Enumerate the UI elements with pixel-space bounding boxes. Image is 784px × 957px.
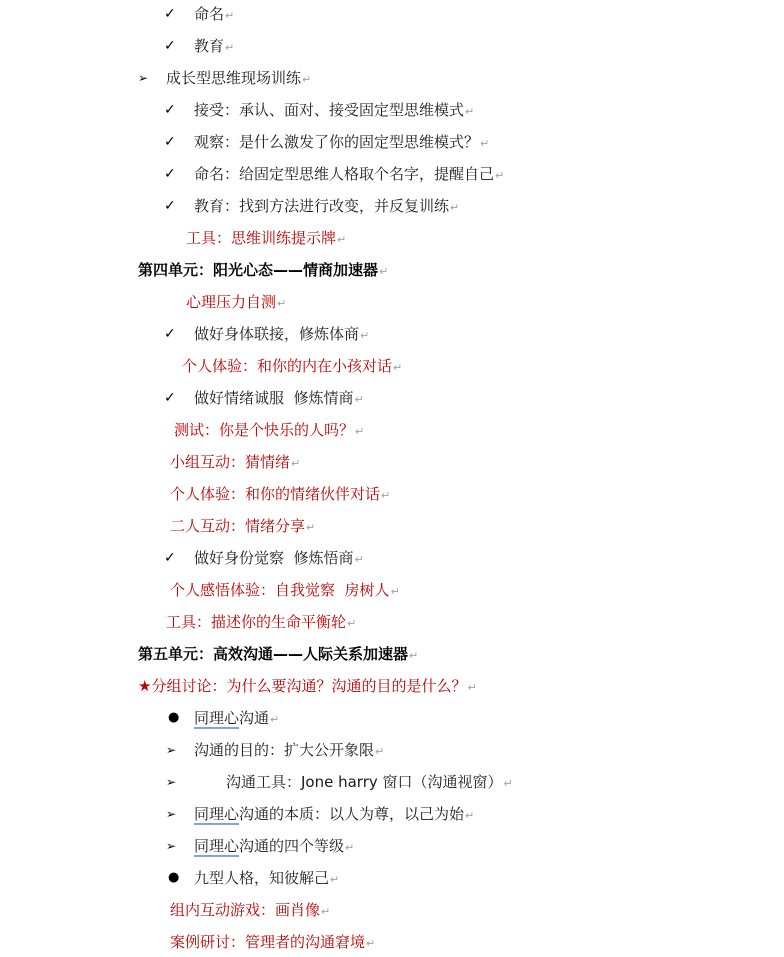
paragraph-mark-icon: ↵ bbox=[225, 9, 235, 22]
paragraph-mark-icon: ↵ bbox=[390, 585, 400, 598]
underlined-term: 同理心 bbox=[194, 837, 240, 855]
section-heading bbox=[138, 257, 388, 283]
list-item bbox=[164, 97, 474, 123]
paragraph-mark-icon: ↵ bbox=[321, 905, 331, 918]
activity-text: 个人体验：和你的情绪伙伴对话 bbox=[170, 485, 381, 503]
item-text: 命名：给固定型思维人格取个名字，提醒自己 bbox=[194, 165, 495, 183]
list-item bbox=[138, 65, 311, 91]
item-text: 教育 bbox=[194, 37, 225, 55]
paragraph-mark-icon: ↵ bbox=[409, 649, 419, 662]
item-text: 观察：是什么激发了你的固定型思维模式？ bbox=[194, 133, 480, 151]
item-text: 做好身体联接，修炼体商 bbox=[194, 325, 360, 343]
paragraph-mark-icon: ↵ bbox=[347, 617, 357, 630]
activity-text: 工具：描述你的生命平衡轮 bbox=[166, 613, 347, 631]
paragraph-mark-icon: ↵ bbox=[495, 169, 505, 182]
paragraph-mark-icon: ↵ bbox=[379, 265, 389, 278]
paragraph-mark-icon: ↵ bbox=[465, 105, 475, 118]
item-text: 命名 bbox=[194, 5, 225, 23]
item-text: 沟通的目的：扩大公开象限 bbox=[194, 741, 375, 759]
item-text-rest: 沟通 bbox=[239, 709, 270, 727]
list-item bbox=[166, 833, 354, 859]
activity-line bbox=[182, 353, 402, 379]
bullet-dot-icon: ● bbox=[168, 710, 180, 725]
paragraph-mark-icon: ↵ bbox=[277, 297, 287, 310]
list-item bbox=[164, 129, 489, 155]
paragraph-mark-icon: ↵ bbox=[366, 937, 376, 950]
arrow-bullet-icon: ➢ bbox=[166, 775, 177, 789]
list-item bbox=[166, 801, 474, 827]
paragraph-mark-icon: ↵ bbox=[330, 873, 340, 886]
paragraph-mark-icon: ↵ bbox=[465, 809, 475, 822]
activity-line bbox=[166, 609, 356, 635]
paragraph-mark-icon: ↵ bbox=[360, 329, 370, 342]
underlined-term: 同理心 bbox=[194, 805, 240, 823]
activity-text: 工具：思维训练提示牌 bbox=[186, 229, 337, 247]
arrow-bullet-icon: ➢ bbox=[138, 71, 149, 85]
checkmark-icon: ✓ bbox=[164, 102, 176, 118]
activity-line bbox=[170, 577, 400, 603]
underlined-term: 同理心 bbox=[194, 709, 240, 727]
checkmark-icon: ✓ bbox=[164, 550, 176, 566]
bullet-dot-icon: ● bbox=[168, 870, 180, 885]
paragraph-mark-icon: ↵ bbox=[345, 841, 355, 854]
paragraph-mark-icon: ↵ bbox=[393, 361, 403, 374]
item-text bbox=[194, 709, 269, 727]
list-item bbox=[164, 193, 459, 219]
heading-text: 第四单元：阳光心态——情商加速器 bbox=[138, 261, 379, 279]
paragraph-mark-icon: ↵ bbox=[270, 713, 280, 726]
activity-line bbox=[170, 449, 300, 475]
list-item bbox=[164, 1, 234, 27]
list-item bbox=[164, 545, 364, 571]
list-item bbox=[168, 865, 339, 891]
list-item bbox=[164, 33, 234, 59]
arrow-bullet-icon: ➢ bbox=[166, 807, 177, 821]
checkmark-icon: ✓ bbox=[164, 326, 176, 342]
paragraph-mark-icon: ↵ bbox=[225, 41, 235, 54]
paragraph-mark-icon: ↵ bbox=[306, 521, 316, 534]
item-text: 沟通工具：Jone harry 窗口（沟通视窗） bbox=[226, 773, 503, 791]
item-text bbox=[194, 805, 464, 823]
activity-line bbox=[170, 929, 375, 955]
list-item bbox=[166, 769, 513, 795]
heading-text: 第五单元：高效沟通——人际关系加速器 bbox=[138, 645, 409, 663]
activity-line bbox=[170, 481, 390, 507]
checkmark-icon: ✓ bbox=[164, 198, 176, 214]
activity-line bbox=[170, 513, 315, 539]
activity-text: 测试：你是个快乐的人吗？ bbox=[174, 421, 355, 439]
list-item bbox=[164, 385, 364, 411]
paragraph-mark-icon: ↵ bbox=[302, 73, 312, 86]
checkmark-icon: ✓ bbox=[164, 134, 176, 150]
item-text: 成长型思维现场训练 bbox=[166, 69, 302, 87]
list-item bbox=[166, 737, 384, 763]
activity-text: 二人互动：情绪分享 bbox=[170, 517, 306, 535]
activity-line bbox=[186, 289, 286, 315]
paragraph-mark-icon: ↵ bbox=[467, 681, 477, 694]
activity-line bbox=[138, 673, 477, 699]
item-text-rest: 沟通的本质：以人为尊，以己为始 bbox=[239, 805, 465, 823]
checkmark-icon: ✓ bbox=[164, 38, 176, 54]
activity-line bbox=[174, 417, 364, 443]
checkmark-icon: ✓ bbox=[164, 390, 176, 406]
paragraph-mark-icon: ↵ bbox=[480, 137, 490, 150]
paragraph-mark-icon: ↵ bbox=[355, 425, 365, 438]
activity-line bbox=[186, 225, 346, 251]
item-text bbox=[194, 837, 344, 855]
list-item bbox=[164, 321, 369, 347]
item-text: 教育：找到方法进行改变，并反复训练 bbox=[194, 197, 450, 215]
item-text: 接受：承认、面对、接受固定型思维模式 bbox=[194, 101, 465, 119]
item-text: 做好身份觉察 修炼悟商 bbox=[194, 549, 354, 567]
paragraph-mark-icon: ↵ bbox=[291, 457, 301, 470]
activity-text: 心理压力自测 bbox=[186, 293, 277, 311]
activity-text: 个人体验：和你的内在小孩对话 bbox=[182, 357, 393, 375]
paragraph-mark-icon: ↵ bbox=[354, 553, 364, 566]
list-item bbox=[164, 161, 504, 187]
arrow-bullet-icon: ➢ bbox=[166, 839, 177, 853]
item-text-rest: 沟通的四个等级 bbox=[239, 837, 345, 855]
paragraph-mark-icon: ↵ bbox=[503, 777, 513, 790]
paragraph-mark-icon: ↵ bbox=[450, 201, 460, 214]
activity-line bbox=[170, 897, 330, 923]
activity-text: ★分组讨论：为什么要沟通？沟通的目的是什么？ bbox=[138, 677, 467, 695]
activity-text: 小组互动：猜情绪 bbox=[170, 453, 291, 471]
checkmark-icon: ✓ bbox=[164, 166, 176, 182]
arrow-bullet-icon: ➢ bbox=[166, 743, 177, 757]
activity-text: 组内互动游戏：画肖像 bbox=[170, 901, 321, 919]
paragraph-mark-icon: ↵ bbox=[354, 393, 364, 406]
item-text: 九型人格，知彼解己 bbox=[194, 869, 330, 887]
list-item bbox=[168, 705, 279, 731]
item-text: 做好情绪诚服 修炼情商 bbox=[194, 389, 354, 407]
activity-text: 案例研讨：管理者的沟通窘境 bbox=[170, 933, 366, 951]
paragraph-mark-icon: ↵ bbox=[337, 233, 347, 246]
section-heading bbox=[138, 641, 418, 667]
paragraph-mark-icon: ↵ bbox=[375, 745, 385, 758]
paragraph-mark-icon: ↵ bbox=[381, 489, 391, 502]
checkmark-icon: ✓ bbox=[164, 6, 176, 22]
activity-text: 个人感悟体验：自我觉察 房树人 bbox=[170, 581, 390, 599]
